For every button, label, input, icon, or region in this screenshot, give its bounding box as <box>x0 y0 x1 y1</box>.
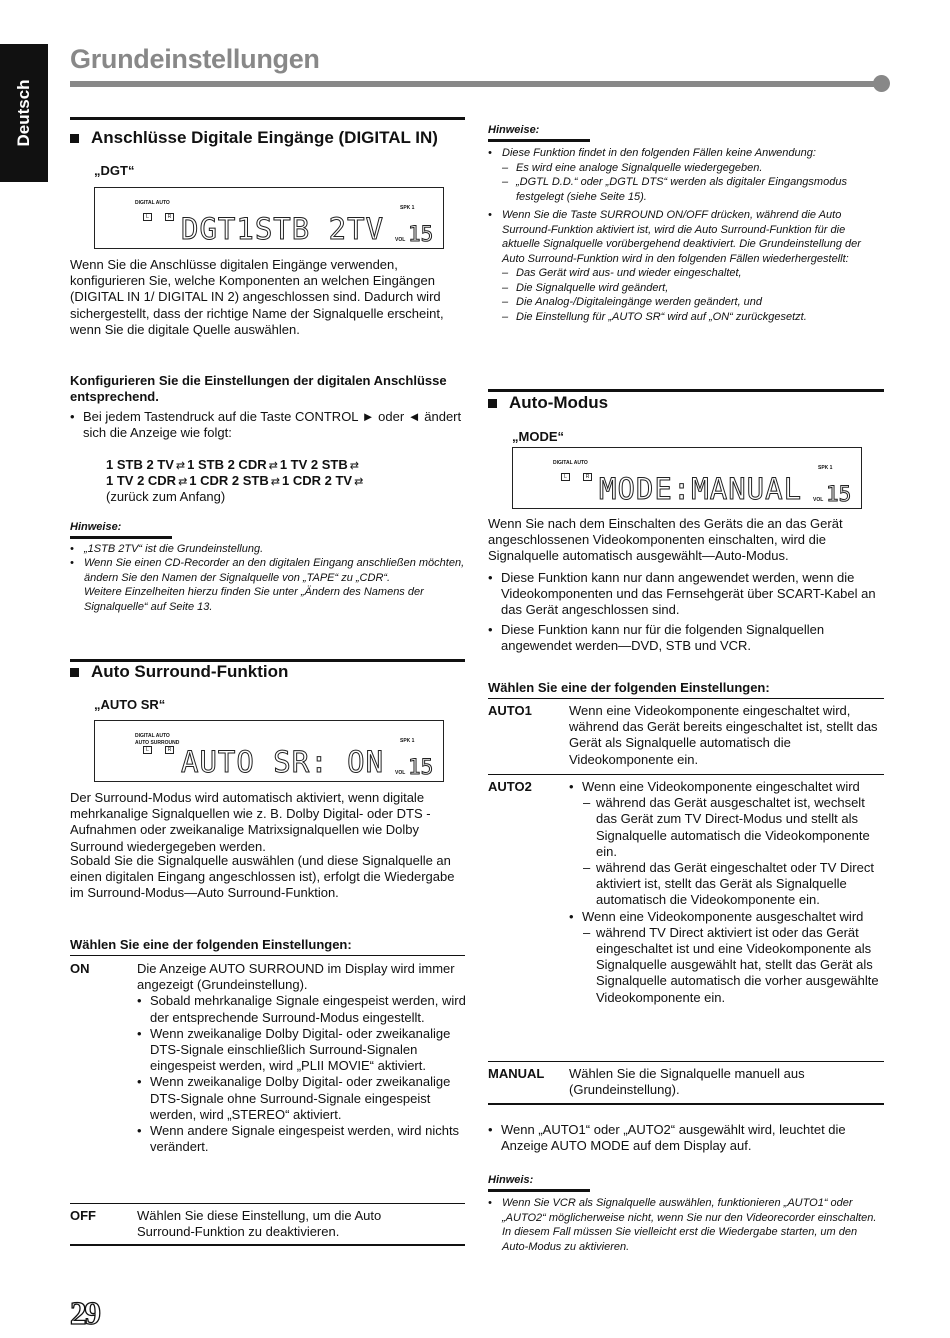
cycle-back: (zurück zum Anfang) <box>106 489 226 504</box>
auto-surround-intro-2: Sobald Sie die Signalquelle auswählen (und diese Signalquelle an einen digitalen Eingang angeschlossen ist), erfolgt die Wiedergabe im Surround-Modus—Auto Surround-Funktion. <box>70 853 455 901</box>
note-default: • „1STB 2TV“ ist die Grundeinstellung. <box>70 543 264 555</box>
option-on-bullet: • Sobald mehrkanalige Signale eingespeist werden, wird der entsprechende Surround-Modus eingestellt. <box>137 993 466 1025</box>
swap-arrow-icon: ⇄ <box>175 460 186 472</box>
digital-in-config-heading: Konfigurieren Sie die Einstellungen der digitalen Anschlüsse entsprechend. <box>70 373 447 405</box>
cycle-line-2: 1 TV 2 CDR ⇄ 1 CDR 2 STB ⇄ 1 CDR 2 TV ⇄ <box>106 473 364 488</box>
option-off-text: Wählen Sie diese Einstellung, um die Auto Surround-Funktion zu deaktivieren. <box>137 1208 382 1240</box>
section-heading-auto-mode: Auto-Modus <box>488 393 608 413</box>
digital-in-intro: Wenn Sie die Anschlüsse digitalen Eingänge verwenden, konfigurieren Sie, welche Komponenten an welchen Eingängen (DIGITAL IN 1/ DIGITAL IN 2) angeschlossen sind. Dadurch wird sichergestellt, dass der richtige Name der Signalquelle erscheint, wenn Sie die digitale Quelle auswählen. <box>70 257 444 337</box>
title-dot <box>873 75 890 92</box>
table-rule <box>488 1061 884 1062</box>
hinweis-label: Hinweis: <box>488 1174 534 1186</box>
auto-surround-table-title: Wählen Sie eine der folgenden Einstellungen: <box>70 937 352 952</box>
hinweis-rule <box>488 1189 590 1192</box>
section-rule-auto-mode <box>488 389 884 392</box>
section-rule-digital-in <box>70 117 465 120</box>
option-on-bullet: • Wenn zweikanalige Dolby Digital- oder zweikanalige DTS-Signale ohne Surround-Signale eingespeist werden, wird „STEREO“ aktiviert. <box>137 1074 451 1122</box>
option-manual-key: MANUAL <box>488 1066 545 1081</box>
option-on-bullet: • Wenn zweikanalige Dolby Digital- oder zweikanalige DTS-Signale einschließlich Surround-Signalen eingespeist werden, wird „PLII MOVIE“ aktiviert. <box>137 1025 451 1074</box>
table-rule <box>488 774 884 775</box>
option-auto2-text: • Wenn eine Videokomponente eingeschaltet wird – während das Gerät ausgeschaltet ist, wechselt das Gerät zum TV Direct-Modus und stellt als Signalquelle automatisch die Videokomponente ein. – während das Gerät eingeschaltet oder TV Direct aktiviert ist, stellt das Gerät als Signalquelle automatisch die Videokomponente ein. • Wenn eine Videokomponente ausgeschaltet wird – während TV Direct aktiviert ist oder das Gerät eingeschaltet ist und eine Videokomponente als Signalquelle ausgewählt hat, stellt das Gerät als Signalquelle automatisch die vorher ausgewählte Videokomponente ein. <box>569 779 879 1005</box>
note-cdr: • Wenn Sie einen CD-Recorder an den digitalen Eingang anschließen möchten, ändern Sie den Namen der Signalquelle von „TAPE“ zu „CDR“. Weitere Einzelheiten hierzu finden Sie unter „Ändern des Namens der Signalquelle“ auf Seite 13. <box>70 557 465 613</box>
language-tab <box>0 44 48 182</box>
swap-arrow-icon: ⇄ <box>349 460 359 472</box>
mode-label-dgt: „DGT“ <box>94 163 135 178</box>
lcd-display-mode: DIGITAL AUTO L R SPK 1 MODE:MANUAL VOL 15 <box>512 447 862 509</box>
lcd-segment-text: AUTO SR: ON <box>181 745 385 779</box>
table-rule <box>488 1103 884 1105</box>
table-rule <box>70 955 465 956</box>
language-tab-label: Deutsch <box>14 79 33 147</box>
notes-rule-right <box>488 139 590 142</box>
swap-arrow-icon: ⇄ <box>270 476 280 488</box>
swap-arrow-icon: ⇄ <box>268 460 278 472</box>
note-surround-button: • Wenn Sie die Taste SURROUND ON/OFF drücken, während die Auto Surround-Funktion aktiviert ist, wird die Auto Surround-Funktion für die aktuelle Signalquelle vorübergehend deaktiviert. Die Grundeinstellung der Auto Surround-Funktion wird in den folgenden Fällen wiederhergestellt: – Das Gerät wird aus- und wieder eingeschaltet, – Die Signalquelle wird geändert, – Die Analog-/Digitaleingänge werden geändert, und – Die Einstellung für „AUTO SR“ wird auf „ON“ zurückgesetzt. <box>488 209 861 323</box>
page-number: 29 <box>70 1296 99 1332</box>
table-rule <box>488 698 884 699</box>
section-heading-digital-in: Anschlüsse Digitale Eingänge (DIGITAL IN) <box>70 128 438 148</box>
auto-mode-bullet-sources: • Diese Funktion kann nur für die folgenden Signalquellen angewendet werden—DVD, STB und VCR. <box>488 622 825 654</box>
table-rule <box>70 1203 465 1204</box>
auto-mode-indicator-bullet: • Wenn „AUTO1“ oder „AUTO2“ ausgewählt wird, leuchtet die Anzeige AUTO MODE auf dem Display auf. <box>488 1122 846 1154</box>
notes-rule-left <box>70 536 172 539</box>
mode-label-mode: „MODE“ <box>512 429 564 444</box>
square-bullet-icon <box>488 399 497 408</box>
square-bullet-icon <box>70 668 79 677</box>
notes-label-left: Hinweise: <box>70 521 122 533</box>
auto-mode-intro: Wenn Sie nach dem Einschalten des Geräts die an das Gerät angeschlossenen Videokomponenten einschalten, wird die Signalquelle automatisch ausgewählt—Auto-Modus. <box>488 516 843 564</box>
note-not-applicable: • Diese Funktion findet in den folgenden Fällen keine Anwendung: – Es wird eine analoge Signalquelle wiedergegeben. – „DGTL D.D.“ oder „DGTL DTS“ werden als digitaler Eingangsmodus festgelegt (siehe Seite 15). <box>488 147 847 203</box>
lcd-display-auto-sr: DIGITAL AUTO AUTO SURROUND L R SPK 1 AUTO SR: ON VOL 15 <box>94 720 444 782</box>
option-auto1-text: Wenn eine Videokomponente eingeschaltet wird, während das Gerät bereits eingeschaltet ist, stellt das Gerät als Signalquelle automatisch die Videokomponente ein. <box>569 703 878 767</box>
table-rule <box>70 1244 465 1246</box>
option-manual-text: Wählen Sie die Signalquelle manuell aus (Grundeinstellung). <box>569 1066 805 1098</box>
lcd-segment-text: DGT1STB 2TV <box>181 212 385 246</box>
option-auto2-key: AUTO2 <box>488 779 532 794</box>
notes-label-right: Hinweise: <box>488 124 540 136</box>
swap-arrow-icon: ⇄ <box>178 476 188 488</box>
digital-in-bullet: • Bei jedem Tastendruck auf die Taste CONTROL ► oder ◄ ändert sich die Anzeige wie folgt: <box>70 409 462 441</box>
option-on-key: ON <box>70 961 90 976</box>
auto-mode-table-title: Wählen Sie eine der folgenden Einstellungen: <box>488 680 770 695</box>
option-on-text: Die Anzeige AUTO SURROUND im Display wird immer angezeigt (Grundeinstellung). • Sobald mehrkanalige Signale eingespeist werden, wird der entsprechende Surround-Modus eingestellt. • Wenn zweikanalige Dolby Digital- oder zweikanalige DTS-Signale einschließlich Surround-Signalen eingespeist werden, wird „PLII MOVIE“ aktiviert. • Wenn zweikanalige Dolby Digital- oder zweikanalige DTS-Signale ohne Surround-Signale eingespeist werden, wird „STEREO“ aktiviert. • Wenn andere Signale eingespeist werden, wird nichts verändert. <box>137 961 466 1155</box>
auto-mode-bullet-scart: • Diese Funktion kann nur dann angewendet werden, wenn die Videokomponenten und das Fernsehgerät über SCART-Kabel an das Gerät angeschlossen sind. <box>488 570 876 618</box>
title-rule <box>70 81 880 87</box>
auto-surround-intro: Der Surround-Modus wird automatisch aktiviert, wenn digitale mehrkanalige Signalquellen wie z. B. Dolby Digital- oder DTS -Aufnahmen oder zweikanalige Matrixsignalquellen wie Dolby Surround wiedergegeben werden. <box>70 790 431 854</box>
cycle-line-1: 1 STB 2 TV ⇄ 1 STB 2 CDR ⇄ 1 TV 2 STB ⇄ <box>106 457 359 472</box>
section-heading-auto-surround: Auto Surround-Funktion <box>70 662 288 682</box>
page-title: Grundeinstellungen <box>70 44 320 74</box>
lcd-display-dgt: DIGITAL AUTO L R SPK 1 DGT1STB 2TV VOL 15 <box>94 187 444 249</box>
hinweis-vcr: • Wenn Sie VCR als Signalquelle auswählen, funktionieren „AUTO1“ oder „AUTO2“ möglicherweise nicht, wenn Sie nur den Videorecorder einschalten. In diesem Fall müssen Sie vielleicht erst die Wiedergabe starten, um den Auto-Modus zu aktivieren. <box>488 1197 877 1253</box>
option-on-bullet: • Wenn andere Signale eingespeist werden, wird nichts verändert. <box>137 1123 460 1155</box>
option-off-key: OFF <box>70 1208 96 1223</box>
square-bullet-icon <box>70 134 79 143</box>
lcd-segment-text: MODE:MANUAL <box>599 472 803 506</box>
swap-arrow-icon: ⇄ <box>354 476 364 488</box>
mode-label-auto-sr: „AUTO SR“ <box>94 697 166 712</box>
option-auto1-key: AUTO1 <box>488 703 532 718</box>
